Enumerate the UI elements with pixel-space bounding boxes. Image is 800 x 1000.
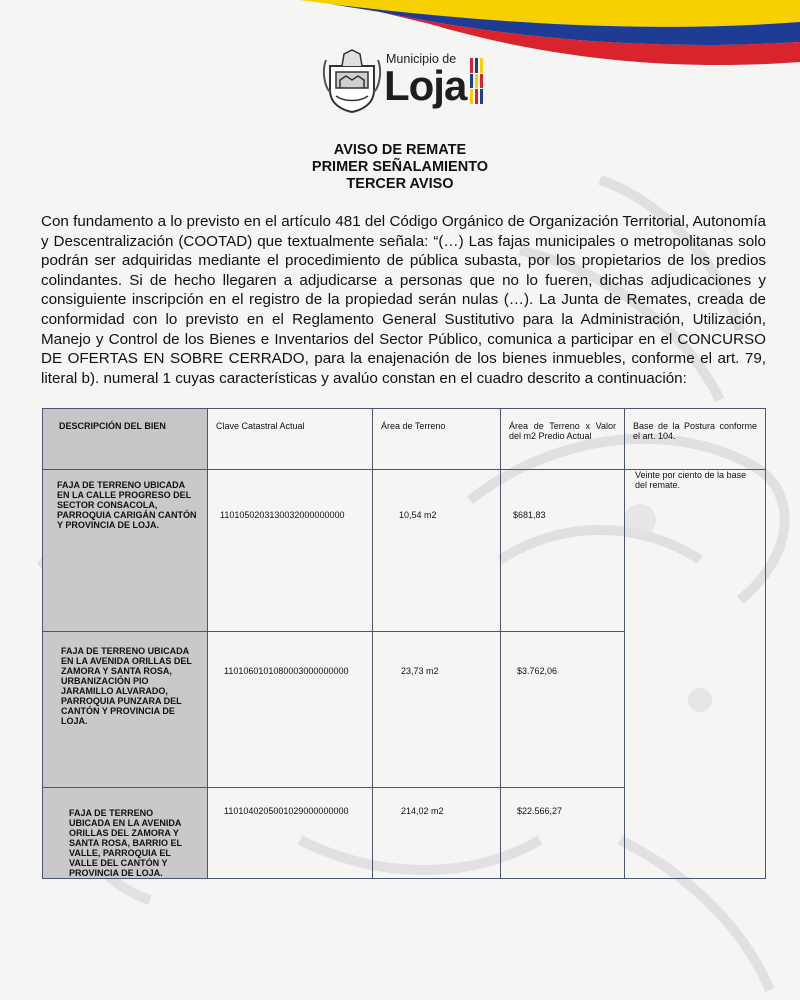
municipio-logo — [322, 44, 492, 116]
table-header-row — [43, 409, 766, 470]
row-descripcion: FAJA DE TERRENO UBICADA EN LA AVENIDA ORILLAS DEL ZAMORA Y SANTA ROSA, URBANIZACIÓN PIO JARAMILLO ALVARADO, PARROQUIA PUNZARA DEL CANTÓN Y PROVINCIA DE LOJA. — [43, 632, 208, 788]
row-descripcion: FAJA DE TERRENO UBICADA EN LA AVENIDA ORILLAS DEL ZAMORA Y SANTA ROSA, BARRIO EL VALLE, PARROQUIA EL VALLE DEL CANTÓN Y PROVINCIA DE LOJA. — [43, 788, 208, 879]
row-area: 214,02 m2 — [373, 788, 501, 879]
row-clave: 1101060101080003000000000 — [208, 632, 373, 788]
row-valor: $3.762,06 — [501, 632, 625, 788]
properties-table — [42, 408, 766, 879]
row-area: 10,54 m2 — [373, 470, 501, 632]
coat-of-arms-icon — [322, 46, 382, 114]
notice-body: Con fundamento a lo previsto en el artículo 481 del Código Orgánico de Organización Territorial, Autonomía y Descentralización (COOTAD) que textualmente señala: “(…) Las fajas municipales o metropolitanas solo podrán ser adquiridas mediante el procedimiento de pública subasta, por los propietarios de los predios colindantes. Si de hecho llegaren a adjudicarse a personas que no lo fueren, dichas adjudicaciones y consiguiente inscripción en el registro de la propiedad serán nulas (…). La Junta de Remates, creada de conformidad con lo previsto en el Reglamento General Sustitutivo para la Administración, Utilización, Manejo y Control de los Bienes e Inventarios del Sector Público, comunica a participar en el CONCURSO DE OFERTAS EN SOBRE CERRADO, para la enajenación de los bienes inmuebles, conforme el art. 79, literal b). numeral 1 cuyas características y avalúo constan en el cuadro descrito a continuación: — [41, 213, 766, 387]
row-base: Veinte por ciento de la base del remate. — [625, 470, 766, 879]
header-valor: Área de Terreno x Valor del m2 Predio Actual — [501, 409, 625, 470]
municipio-label: Municipio de — [386, 52, 457, 66]
flag-bars-icon — [470, 58, 484, 104]
row-valor: $22.566,27 — [501, 788, 625, 879]
table-row — [43, 470, 766, 632]
header-base: Base de la Postura conforme el art. 104. — [625, 409, 766, 470]
heading-line-1: AVISO DE REMATE — [333, 142, 467, 158]
row-clave: 1101050203130032000000000 — [208, 470, 373, 632]
heading-line-2: PRIMER SEÑALAMIENTO — [311, 159, 489, 175]
notice-heading — [0, 142, 800, 193]
header-clave: Clave Catastral Actual — [208, 409, 373, 470]
heading-line-3: TERCER AVISO — [346, 176, 454, 192]
row-area: 23,73 m2 — [373, 632, 501, 788]
row-clave: 1101040205001029000000000 — [208, 788, 373, 879]
row-valor: $681,83 — [501, 470, 625, 632]
row-descripcion: FAJA DE TERRENO UBICADA EN LA CALLE PROGRESO DEL SECTOR CONSACOLA, PARROQUIA CARIGÁN CANTÓN Y PROVINCIA DE LOJA. — [43, 470, 208, 632]
header-descripcion: DESCRIPCIÓN DEL BIEN — [43, 409, 208, 470]
loja-label: Loja — [384, 62, 467, 109]
header-area: Área de Terreno — [373, 409, 501, 470]
